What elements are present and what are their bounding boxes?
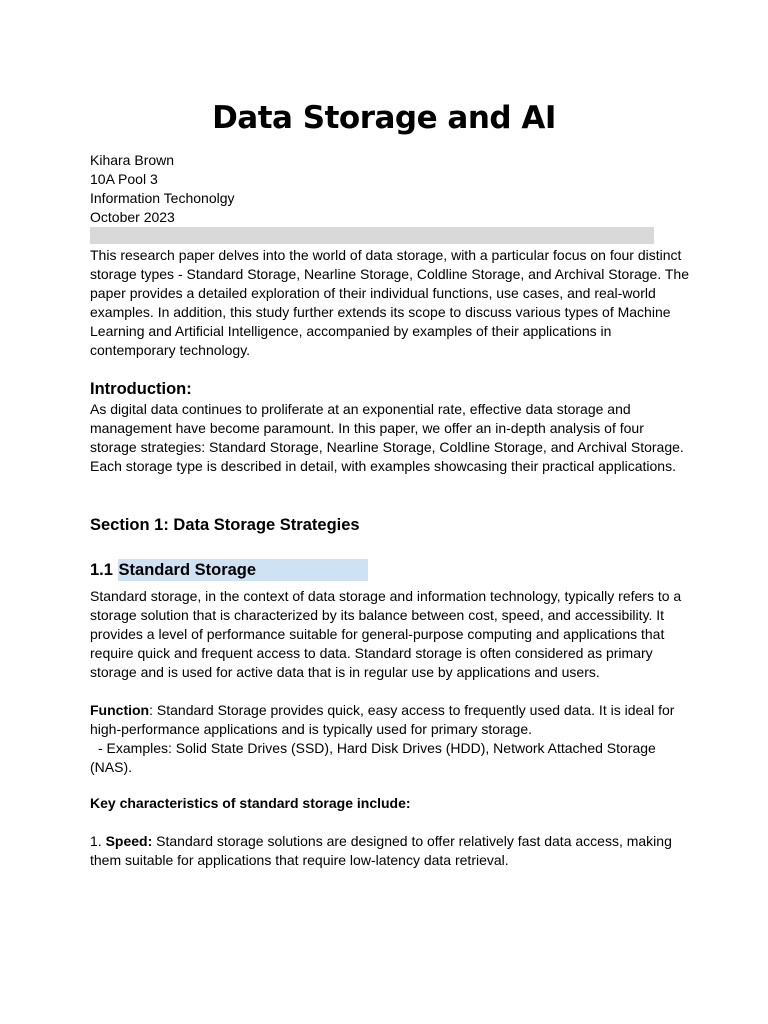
author-block bbox=[90, 151, 235, 227]
speed-item bbox=[90, 832, 690, 870]
document-date: October 2023 bbox=[90, 209, 175, 225]
section-1-heading: Section 1: Data Storage Strategies bbox=[90, 516, 360, 534]
subject-name: Information Techonolgy bbox=[90, 190, 235, 206]
subsection-title-highlighted: Standard Storage bbox=[118, 559, 368, 581]
author-name: Kihara Brown bbox=[90, 152, 175, 168]
divider-bar bbox=[90, 227, 654, 244]
subsection-number: 1.1 bbox=[90, 561, 113, 579]
speed-label: Speed: bbox=[105, 833, 153, 849]
abstract-paragraph: This research paper delves into the world of data storage, with a particular focus on four distinct storage types - Standard Storage, Nearline Storage, Coldline Storage, and Archival Storage. The paper provides a detailed exploration of their individual functions, use cases, and real-world examples. In addition, this study further extends its scope to discuss various types of Machine Learning and Artificial Intelligence, accompanied by examples of their applications in contemporary technology. bbox=[90, 247, 689, 358]
introduction-heading: Introduction: bbox=[90, 380, 192, 398]
subsection-1-1-heading bbox=[90, 559, 368, 581]
class-name: 10A Pool 3 bbox=[90, 171, 158, 187]
function-paragraph bbox=[90, 701, 690, 777]
introduction-paragraph: As digital data continues to proliferate at an exponential rate, effective data storage and management have become paramount. In this paper, we offer an in-depth analysis of four storage strategies: Standard Storage, Nearline Storage, Coldline Storage, and Archival Storage. Each storage type is described in detail, with examples showcasing their practical applications. bbox=[90, 401, 684, 474]
standard-storage-definition: Standard storage, in the context of data storage and information technology, typically refers to a storage solution that is characterized by its balance between cost, speed, and accessibility. It provides a level of performance suitable for general-purpose computing and applications that require quick and frequent access to data. Standard storage is often considered as primary storage and is used for active data that is in regular use by applications and users. bbox=[90, 588, 682, 680]
speed-text: Standard storage solutions are designed to offer relatively fast data access, making them suitable for applications that require low-latency data retrieval. bbox=[90, 833, 672, 868]
examples-text: - Examples: Solid State Drives (SSD), Hard Disk Drives (HDD), Network Attached Storage (NAS). bbox=[90, 740, 656, 775]
key-characteristics-heading: Key characteristics of standard storage include: bbox=[90, 795, 411, 811]
function-text: : Standard Storage provides quick, easy access to frequently used data. It is ideal for high-performance applications and is typically used for primary storage. bbox=[90, 702, 675, 737]
speed-number: 1. bbox=[90, 833, 102, 849]
function-label: Function bbox=[90, 702, 150, 718]
document-title: Data Storage and AI bbox=[212, 100, 556, 136]
